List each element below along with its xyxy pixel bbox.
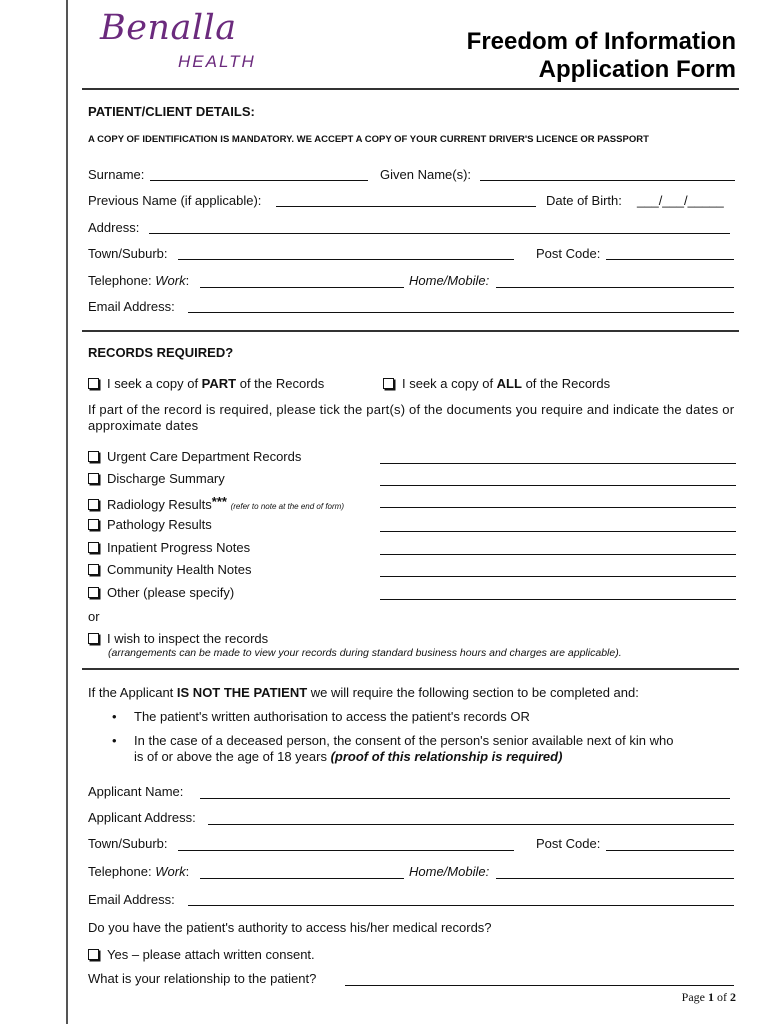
home-mobile-label: Home/Mobile: — [409, 273, 490, 288]
address-label: Address: — [88, 220, 140, 235]
patient-section-heading: PATIENT/CLIENT DETAILS: — [88, 104, 255, 119]
discharge-summary-dates-field[interactable] — [380, 484, 736, 486]
applicant-home-mobile-field[interactable] — [496, 877, 734, 879]
applicant-address-field[interactable] — [208, 823, 734, 825]
authority-question: Do you have the patient's authority to access his/her medical records? — [88, 920, 492, 935]
applicant-telephone-work-field[interactable] — [200, 877, 404, 879]
home-mobile-field[interactable] — [496, 286, 734, 288]
telephone-work-field[interactable] — [200, 286, 404, 288]
town-label: Town/Suburb: — [88, 246, 168, 261]
applicant-postcode-label: Post Code: — [536, 836, 601, 851]
yes-consent-option[interactable]: Yes – please attach written consent. — [88, 947, 315, 962]
inspect-checkbox[interactable] — [88, 633, 99, 644]
surname-label: Surname: — [88, 167, 145, 182]
applicant-postcode-field[interactable] — [606, 849, 734, 851]
email-label: Email Address: — [88, 299, 175, 314]
given-names-field[interactable] — [480, 179, 735, 181]
deceased-bullet-line2: is of or above the age of 18 years (proof of this relationship is required) — [134, 749, 563, 764]
section-divider-1 — [82, 330, 739, 332]
bullet-dot-1: • — [112, 709, 117, 724]
inspect-note: (arrangements can be made to view your records during standard business hours and charges are applicable). — [108, 647, 622, 659]
email-field[interactable] — [188, 311, 734, 313]
dob-field[interactable]: ___/___/_____ — [637, 193, 724, 208]
applicant-telephone-label: Telephone: Work: — [88, 864, 190, 879]
applicant-town-field[interactable] — [178, 849, 514, 851]
urgent-care-dates-field[interactable] — [380, 462, 736, 464]
page-number: Page 1 of 2 — [681, 990, 736, 1004]
pathology-dates-field[interactable] — [380, 530, 736, 532]
part-records-option[interactable]: I seek a copy of PART of the Records — [88, 376, 324, 391]
relationship-question: What is your relationship to the patient? — [88, 971, 317, 986]
applicant-name-field[interactable] — [200, 797, 730, 799]
inspect-option[interactable]: I wish to inspect the records — [88, 631, 268, 646]
pathology-option[interactable]: Pathology Results — [88, 517, 212, 532]
records-section-heading: RECORDS REQUIRED? — [88, 345, 234, 360]
records-instructions: If part of the record is required, please tick the part(s) of the documents you require and indicate the dates or approximate dates — [88, 402, 735, 433]
urgent-care-option[interactable]: Urgent Care Department Records — [88, 449, 301, 464]
page-margin-rule — [66, 0, 68, 1024]
bullet-dot-2: • — [112, 733, 117, 748]
radiology-dates-field[interactable] — [380, 506, 736, 508]
postcode-label: Post Code: — [536, 246, 601, 261]
address-field[interactable] — [149, 232, 730, 234]
form-title-line1: Freedom of Information — [466, 28, 736, 55]
identification-note: A COPY OF IDENTIFICATION IS MANDATORY. WE ACCEPT A COPY OF YOUR CURRENT DRIVER'S LICENCE OR PASSPORT — [88, 134, 649, 145]
previous-name-field[interactable] — [276, 205, 536, 207]
applicant-town-label: Town/Suburb: — [88, 836, 168, 851]
postcode-field[interactable] — [606, 258, 734, 260]
section-divider-2 — [82, 668, 739, 670]
all-records-checkbox[interactable] — [383, 378, 394, 389]
community-dates-field[interactable] — [380, 575, 736, 577]
all-records-option[interactable]: I seek a copy of ALL of the Records — [383, 376, 610, 391]
discharge-summary-option[interactable]: Discharge Summary — [88, 471, 225, 486]
urgent-care-checkbox[interactable] — [88, 451, 99, 462]
community-checkbox[interactable] — [88, 564, 99, 575]
applicant-email-field[interactable] — [188, 904, 734, 906]
dob-label: Date of Birth: — [546, 193, 622, 208]
logo-health-text: HEALTH — [178, 52, 256, 71]
header-divider — [82, 88, 739, 90]
form-title-line2: Application Form — [538, 56, 736, 83]
previous-name-label: Previous Name (if applicable): — [88, 193, 262, 208]
radiology-checkbox[interactable] — [88, 499, 99, 510]
discharge-summary-checkbox[interactable] — [88, 473, 99, 484]
telephone-label: Telephone: Work: — [88, 273, 190, 288]
town-field[interactable] — [178, 258, 514, 260]
applicant-intro: If the Applicant IS NOT THE PATIENT we will require the following section to be completed and: — [88, 685, 639, 700]
other-option[interactable]: Other (please specify) — [88, 585, 234, 600]
other-dates-field[interactable] — [380, 598, 736, 600]
community-option[interactable]: Community Health Notes — [88, 562, 252, 577]
inpatient-checkbox[interactable] — [88, 542, 99, 553]
authorisation-bullet: The patient's written authorisation to access the patient's records OR — [134, 709, 530, 724]
yes-consent-checkbox[interactable] — [88, 949, 99, 960]
or-text: or — [88, 609, 100, 624]
inpatient-dates-field[interactable] — [380, 553, 736, 555]
benalla-logo: Benalla — [100, 8, 237, 48]
inpatient-option[interactable]: Inpatient Progress Notes — [88, 540, 250, 555]
radiology-option[interactable]: Radiology Results*** (refer to note at the end of form) — [88, 494, 344, 512]
deceased-bullet-line1: In the case of a deceased person, the consent of the person's senior available next of kin who — [134, 733, 674, 748]
applicant-address-label: Applicant Address: — [88, 810, 196, 825]
given-names-label: Given Name(s): — [380, 167, 472, 182]
applicant-email-label: Email Address: — [88, 892, 175, 907]
applicant-name-label: Applicant Name: — [88, 784, 184, 799]
pathology-checkbox[interactable] — [88, 519, 99, 530]
relationship-field[interactable] — [345, 984, 734, 986]
part-records-checkbox[interactable] — [88, 378, 99, 389]
other-checkbox[interactable] — [88, 587, 99, 598]
applicant-home-mobile-label: Home/Mobile: — [409, 864, 490, 879]
surname-field[interactable] — [150, 179, 368, 181]
